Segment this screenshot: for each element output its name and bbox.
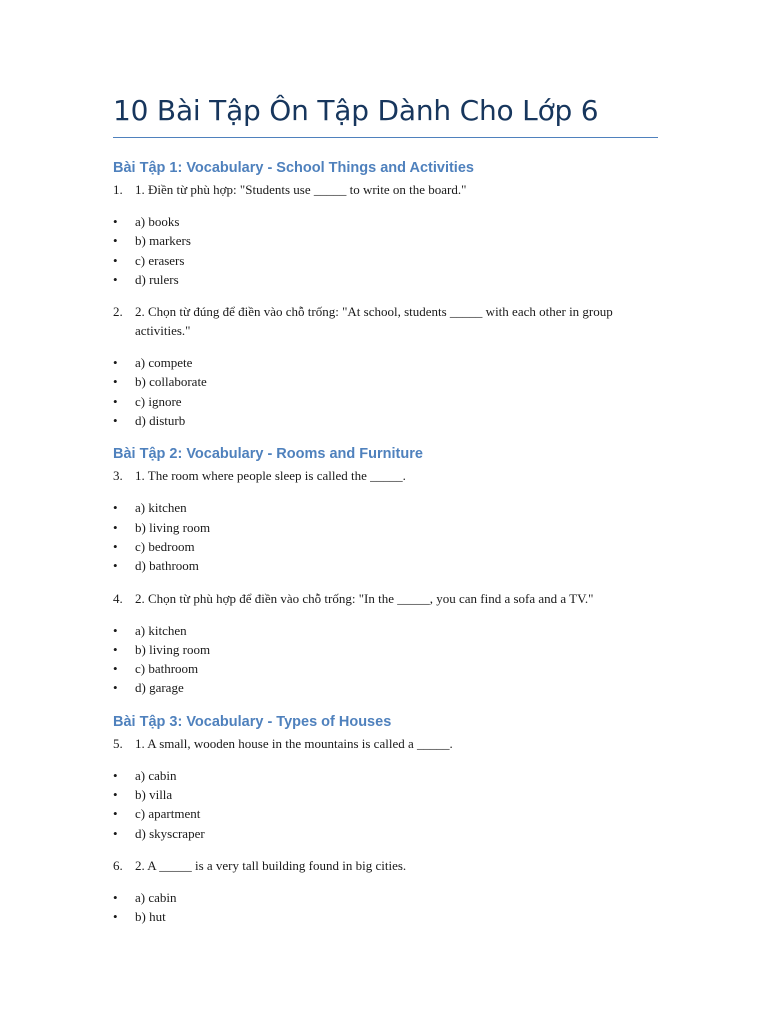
options-list [113, 212, 658, 289]
question-block [113, 302, 658, 430]
bullet-icon: • [113, 909, 118, 925]
bullet-icon: • [113, 413, 118, 429]
bullet-icon: • [113, 500, 118, 516]
question-item [113, 589, 658, 608]
question-text: 1. The room where people sleep is called the _____. [135, 468, 406, 484]
section-heading-1: Bài Tập 1: Vocabulary - School Things and Activities [113, 160, 474, 176]
option-text: a) compete [135, 355, 193, 371]
option-text: b) living room [135, 641, 211, 657]
option-text: b) collaborate [135, 374, 207, 390]
question-block [113, 589, 658, 698]
question-text: 2. A _____ is a very tall building found in big cities. [135, 857, 407, 873]
document-page [113, 92, 658, 927]
section-heading-2: Bài Tập 2: Vocabulary - Rooms and Furniture [113, 446, 423, 463]
question-block [113, 734, 658, 843]
option-item [113, 640, 658, 659]
bullet-icon: • [113, 787, 118, 803]
bullet-icon: • [113, 214, 118, 229]
question-number: 1. [113, 182, 123, 197]
question-item [113, 466, 658, 485]
question-number: 3. [113, 468, 123, 484]
bullet-icon: • [113, 233, 118, 249]
option-text: c) ignore [135, 393, 182, 409]
bullet-icon: • [113, 767, 118, 783]
bullet-icon: • [113, 538, 118, 554]
option-item [113, 785, 658, 804]
option-text: b) markers [135, 233, 191, 249]
option-text: d) rulers [135, 271, 179, 287]
page-title: 10 Bài Tập Ôn Tập Dành Cho Lớp 6 [113, 92, 658, 138]
question-item [113, 180, 658, 199]
option-item [113, 659, 658, 678]
question-text: 2. Chọn từ phù hợp để điền vào chỗ trống: "In the _____, you can find a sofa and a TV." [135, 590, 594, 606]
bullet-icon: • [113, 622, 118, 638]
bullet-icon: • [113, 806, 118, 822]
option-item [113, 824, 658, 843]
option-text: d) disturb [135, 413, 186, 429]
option-text: b) hut [135, 909, 166, 925]
option-text: c) erasers [135, 252, 185, 268]
option-text: b) villa [135, 787, 173, 803]
bullet-icon: • [113, 252, 118, 268]
option-text: c) bedroom [135, 538, 195, 554]
option-item [113, 766, 658, 785]
question-number: 2. [113, 304, 123, 320]
question-block [113, 180, 658, 289]
bullet-icon: • [113, 393, 118, 409]
option-item [113, 392, 658, 411]
section-heading-3: Bài Tập 3: Vocabulary - Types of Houses [113, 713, 392, 730]
bullet-icon: • [113, 680, 118, 696]
bullet-icon: • [113, 355, 118, 371]
options-list [113, 766, 658, 843]
question-text: 1. A small, wooden house in the mountains is called a _____. [135, 735, 453, 751]
question-block [113, 856, 658, 927]
option-item [113, 212, 658, 231]
question-item [113, 302, 658, 340]
options-list [113, 498, 658, 575]
question-item [113, 734, 658, 753]
bullet-icon: • [113, 519, 118, 535]
option-item [113, 888, 658, 907]
option-item [113, 556, 658, 575]
option-text: d) bathroom [135, 558, 199, 574]
option-text: c) apartment [135, 806, 201, 822]
option-item [113, 251, 658, 270]
option-item [113, 411, 658, 430]
option-item [113, 907, 658, 926]
question-text: 1. Điền từ phù hợp: "Students use _____ to write on the board." [135, 182, 467, 197]
bullet-icon: • [113, 825, 118, 841]
option-item [113, 498, 658, 517]
option-text: a) kitchen [135, 622, 187, 638]
option-item [113, 518, 658, 537]
question-text: 2. Chọn từ đúng để điền vào chỗ trống: "At school, students _____ with each other in group activities." [135, 304, 613, 339]
option-item [113, 270, 658, 289]
question-number: 5. [113, 735, 123, 751]
bullet-icon: • [113, 558, 118, 574]
question-number: 6. [113, 857, 123, 873]
bullet-icon: • [113, 641, 118, 657]
bullet-icon: • [113, 889, 118, 905]
bullet-icon: • [113, 374, 118, 390]
option-text: d) garage [135, 680, 184, 696]
bullet-icon: • [113, 661, 118, 677]
option-item [113, 231, 658, 250]
question-item [113, 856, 658, 875]
option-item [113, 804, 658, 823]
option-item [113, 621, 658, 640]
option-text: a) cabin [135, 889, 177, 905]
option-item [113, 537, 658, 556]
option-item [113, 353, 658, 372]
option-text: d) skyscraper [135, 825, 205, 841]
question-block [113, 466, 658, 575]
option-text: c) bathroom [135, 661, 199, 677]
bullet-icon: • [113, 271, 118, 287]
option-item [113, 678, 658, 697]
options-list [113, 888, 658, 927]
option-text: a) books [135, 214, 180, 229]
option-text: b) living room [135, 519, 211, 535]
option-text: a) kitchen [135, 500, 187, 516]
options-list [113, 621, 658, 698]
question-number: 4. [113, 590, 123, 606]
option-item [113, 372, 658, 391]
options-list [113, 353, 658, 430]
option-text: a) cabin [135, 767, 177, 783]
